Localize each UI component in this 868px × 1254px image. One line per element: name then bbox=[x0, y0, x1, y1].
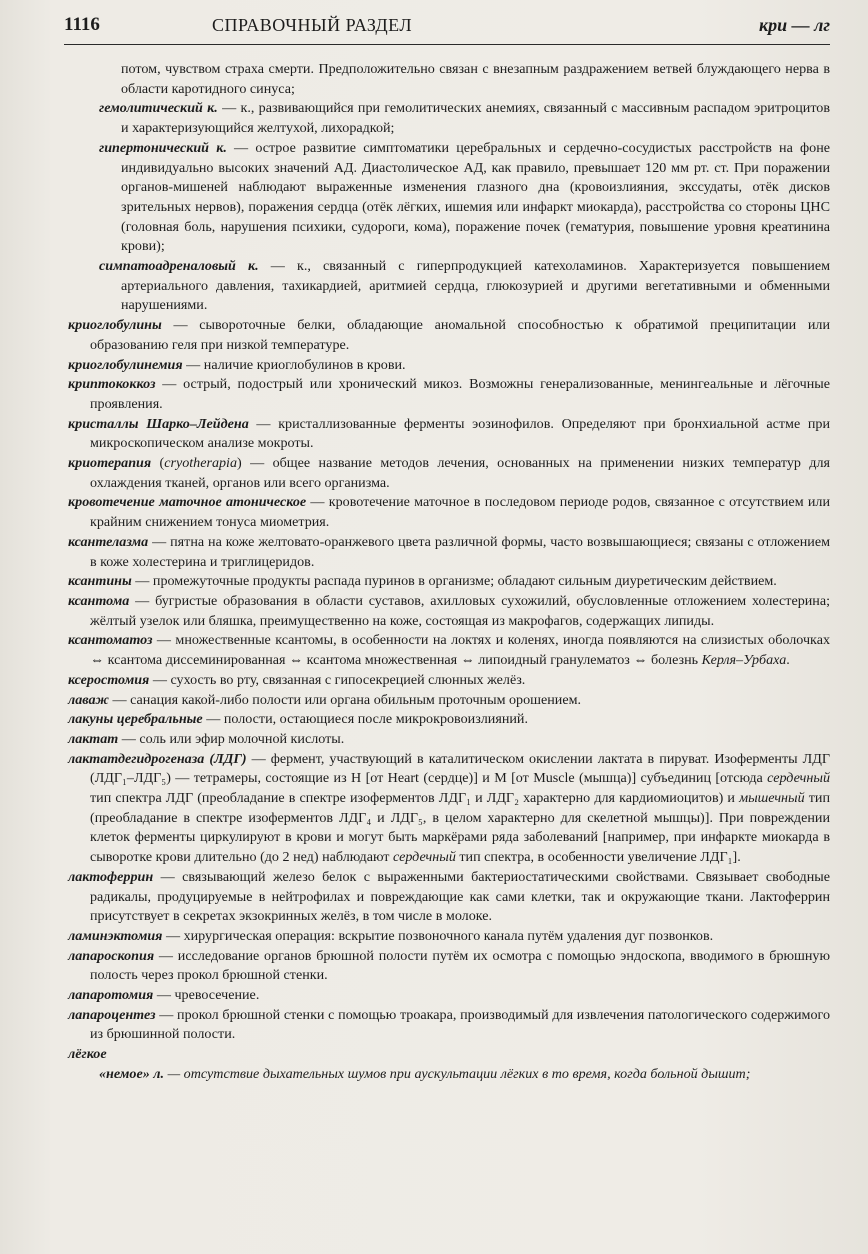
entry-text: — полости, остающиеся после микрокровоизлияний. bbox=[202, 711, 528, 728]
entry-text: — кристаллизованные ферменты эозинофилов. Определяют при бронхиальной астме при микроскопическом анализе мокроты. bbox=[90, 415, 831, 452]
entry-term: криптококкоз bbox=[68, 376, 156, 393]
entry-text: — исследование органов брюшной полости путём их осмотра с помощью эндоскопа, вводимого в брюшную полость через прокол брюшной стенки. bbox=[90, 947, 830, 984]
sub-entry bbox=[68, 99, 830, 138]
entry-term: криоглобулинемия bbox=[68, 356, 183, 373]
entry-text: — бугристые образования в области суставов, ахилловых сухожилий, обусловленные отложением холестерина; жёлтый узелок или бляшка, преимущественно на коже, состоящая из макрофагов, содержащих липиды. bbox=[90, 592, 830, 629]
entry-text: — острый, подострый или хронический микоз. Возможны генерализованные, менингеальные и лёгочные проявления. bbox=[90, 376, 830, 412]
entry-text: тип (преобладание в спектре изоферментов ЛДГ₄ и ЛДГ₅, в целом характерно для скелетной мышцы)]. При повреждении клеток ферменты циркулируют в крови и могут быть маркёрами ряда заболеваний [например, при инфаркте миокарда в сыворотке крови длительно (до 2 нед) наблюдают bbox=[90, 790, 830, 866]
dictionary-entry bbox=[68, 631, 830, 670]
entry-term: кристаллы Шарко–Лейдена bbox=[68, 415, 249, 432]
entry-text: — пятна на коже желтовато-оранжевого цвета различной формы, часто возвышающиеся; связаны с отложением в коже холестерина и триглицеридов. bbox=[90, 533, 830, 570]
dictionary-entry bbox=[68, 454, 830, 493]
entry-text: — сухость во рту, связанная с гипосекрецией слюнных желёз. bbox=[149, 671, 526, 688]
entry-term: ксантины bbox=[68, 573, 132, 590]
entry-term: лёгкое bbox=[68, 1046, 107, 1063]
entry-text: — сывороточные белки, обладающие аномальной способностью к обратимой преципитации или образованию геля при низкой температуре. bbox=[90, 317, 830, 353]
sub-entry bbox=[68, 257, 830, 316]
dictionary-entry bbox=[68, 691, 830, 711]
dictionary-entry bbox=[68, 1045, 830, 1065]
entry-text: сердечный bbox=[393, 849, 456, 866]
section-title: СПРАВОЧНЫЙ РАЗДЕЛ bbox=[212, 15, 413, 35]
entry-text: Керля–Урбаха bbox=[701, 652, 787, 669]
entry-term: симпатоадреналовый к. bbox=[99, 258, 259, 275]
dictionary-entry bbox=[68, 375, 830, 414]
dictionary-entry bbox=[68, 493, 830, 532]
entry-text: — острое развитие симптоматики церебральных и сердечно-сосудистых расстройств на фоне индивидуально высоких значений АД. Диастолическое АД, как правило, превышает 120 мм рт. ст. При поражении органов-мишеней наблюдают выраженные изменения глазного дна (кровоизлияния, экссудаты, отёк дисков зрительных нервов), поражения сердца (отёк лёгких, ишемия или инфаркт миокарда), расстройства со стороны ЦНС (головная боль, нарушения психики, судороги, кома), поражение почек (гематурия, повышение уровня креатинина крови); bbox=[121, 139, 830, 255]
entry-text: — соль или эфир молочной кислоты. bbox=[118, 730, 345, 747]
entry-text: — наличие криоглобулинов в крови. bbox=[182, 356, 406, 373]
entry-term: ксантоматоз bbox=[68, 632, 153, 649]
dictionary-entry bbox=[68, 947, 830, 986]
entry-text: — чревосечение. bbox=[153, 987, 260, 1004]
entry-text: — санация какой-либо полости или органа обильным проточным орошением. bbox=[108, 691, 582, 708]
entry-text: — к., связанный с гиперпродукцией катехоламинов. Характеризуется повышением артериального давления, тахикардией, аритмией сердца, глюкозурией и другими вегетативными и обменными нарушениями. bbox=[121, 258, 831, 314]
page-number: 1116 bbox=[64, 14, 100, 35]
entry-term: лактоферрин bbox=[68, 868, 154, 885]
dictionary-entry bbox=[68, 572, 830, 592]
entry-text: — отсутствие дыхательных шумов при аускультации лёгких в то время, когда больной дышит; bbox=[164, 1065, 751, 1082]
entry-term: «немое» л. bbox=[99, 1065, 165, 1082]
entry-text: потом, чувством страха смерти. Предположительно связан с внезапным раздражением ветвей блуждающего нерва в области каротидного синуса; bbox=[121, 61, 830, 97]
entry-term: лапароцентез bbox=[68, 1006, 156, 1023]
dictionary-entry bbox=[68, 592, 830, 631]
entry-term: лапароскопия bbox=[68, 947, 155, 964]
entry-text: . bbox=[786, 652, 790, 669]
entry-term: ксеростомия bbox=[68, 671, 150, 688]
entry-term: криоглобулины bbox=[68, 317, 162, 334]
dictionary-entry bbox=[68, 710, 830, 730]
dictionary-entry bbox=[68, 986, 830, 1006]
entry-text: — связывающий железо белок с выраженными бактериостатическими свойствами. Связывает свободные радикалы, продуцируемые в нейтрофилах и повреждающие как сами клетки, так и окружающие ткани. Лактоферрин присутствует в секретах экзокринных желёз, в том числе в молоке. bbox=[90, 868, 830, 925]
dictionary-entry bbox=[68, 415, 830, 454]
dictionary-entry bbox=[68, 750, 830, 868]
dictionary-entry bbox=[68, 356, 830, 376]
entry-term: лапаротомия bbox=[68, 987, 154, 1004]
entry-term: гемолитический к. bbox=[99, 100, 218, 117]
entry-term: лаваж bbox=[68, 691, 109, 708]
entry-text: тип спектра, в особенности увеличение ЛДГ₁]. bbox=[455, 849, 741, 866]
entry-term: криотерапия bbox=[68, 455, 152, 472]
entry-text: тип спектра ЛДГ (преобладание в спектре изоферментов ЛДГ₁ и ЛДГ₂ характерно для кардиомиоцитов) и bbox=[90, 790, 740, 807]
dictionary-entry bbox=[68, 1006, 830, 1045]
entry-term: кровотечение маточное атоническое bbox=[68, 494, 307, 511]
entry-term: ксантелазма bbox=[68, 533, 149, 550]
entry-text: ) — общее название методов лечения, основанных на применении низких температур для охлаждения тканей, органов или всего организма. bbox=[90, 455, 830, 491]
entry-text: — множественные ксантомы, в особенности на локтях и коленях, иногда появляются на слизистых оболочках ⇔ ксантома диссеминированная ⇔ ксантома множественная ⇔ липоидный гранулематоз ⇔ болезнь bbox=[90, 632, 830, 669]
entry-term: ламинэктомия bbox=[68, 927, 163, 944]
dictionary-entry bbox=[68, 927, 830, 947]
entry-range: кри — лг bbox=[758, 15, 830, 35]
entry-text: мышечный bbox=[739, 790, 805, 807]
entry-text: — прокол брюшной стенки с помощью троакара, производимый для извлечения патологического содержимого из брюшинной полости. bbox=[90, 1006, 830, 1043]
entry-term: лактат bbox=[68, 730, 119, 747]
entry-term: ксантома bbox=[68, 592, 130, 609]
dictionary-entry bbox=[68, 671, 830, 691]
entry-text: сердечный bbox=[767, 770, 830, 787]
dictionary-entry bbox=[68, 533, 830, 572]
entry-text: cryotherapia bbox=[164, 455, 238, 472]
dictionary-entry bbox=[68, 316, 830, 355]
entry-text: — хирургическая операция: вскрытие позвоночного канала путём удаления дуг позвонков. bbox=[162, 927, 714, 944]
page-header bbox=[64, 10, 830, 45]
entry-term: лактатдегидрогеназа (ЛДГ) bbox=[68, 750, 247, 767]
sub-entry bbox=[68, 139, 830, 257]
entry-term: гипертонический к. bbox=[99, 139, 227, 156]
entry-text: — промежуточные продукты распада пуринов в организме; обладают сильным диуретическим действием. bbox=[131, 573, 777, 590]
sub-entry bbox=[68, 1065, 830, 1085]
entries-column bbox=[68, 60, 830, 1085]
entry-text: — к., развивающийся при гемолитических анемиях, связанный с массивным распадом эритроцитов и характеризующийся желтухой, лихорадкой; bbox=[121, 100, 830, 137]
entry-text: ( bbox=[151, 455, 165, 472]
entry-term: лакуны церебральные bbox=[68, 711, 203, 728]
entry-text: — кровотечение маточное в последовом периоде родов, связанное с отсутствием или крайним снижением тонуса миометрия. bbox=[90, 494, 830, 531]
entry-text: — фермент, участвующий в каталитическом окислении лактата в пируват. Изоферменты ЛДГ (ЛДГ₁–ЛДГ₅) — тетрамеры, состоящие из Н [от Heart (сердце)] и М [от Muscle (мышца)] субъединиц [отсюда bbox=[90, 750, 830, 787]
dictionary-entry bbox=[68, 868, 830, 927]
dictionary-entry bbox=[68, 730, 830, 750]
continued-text bbox=[68, 60, 830, 99]
